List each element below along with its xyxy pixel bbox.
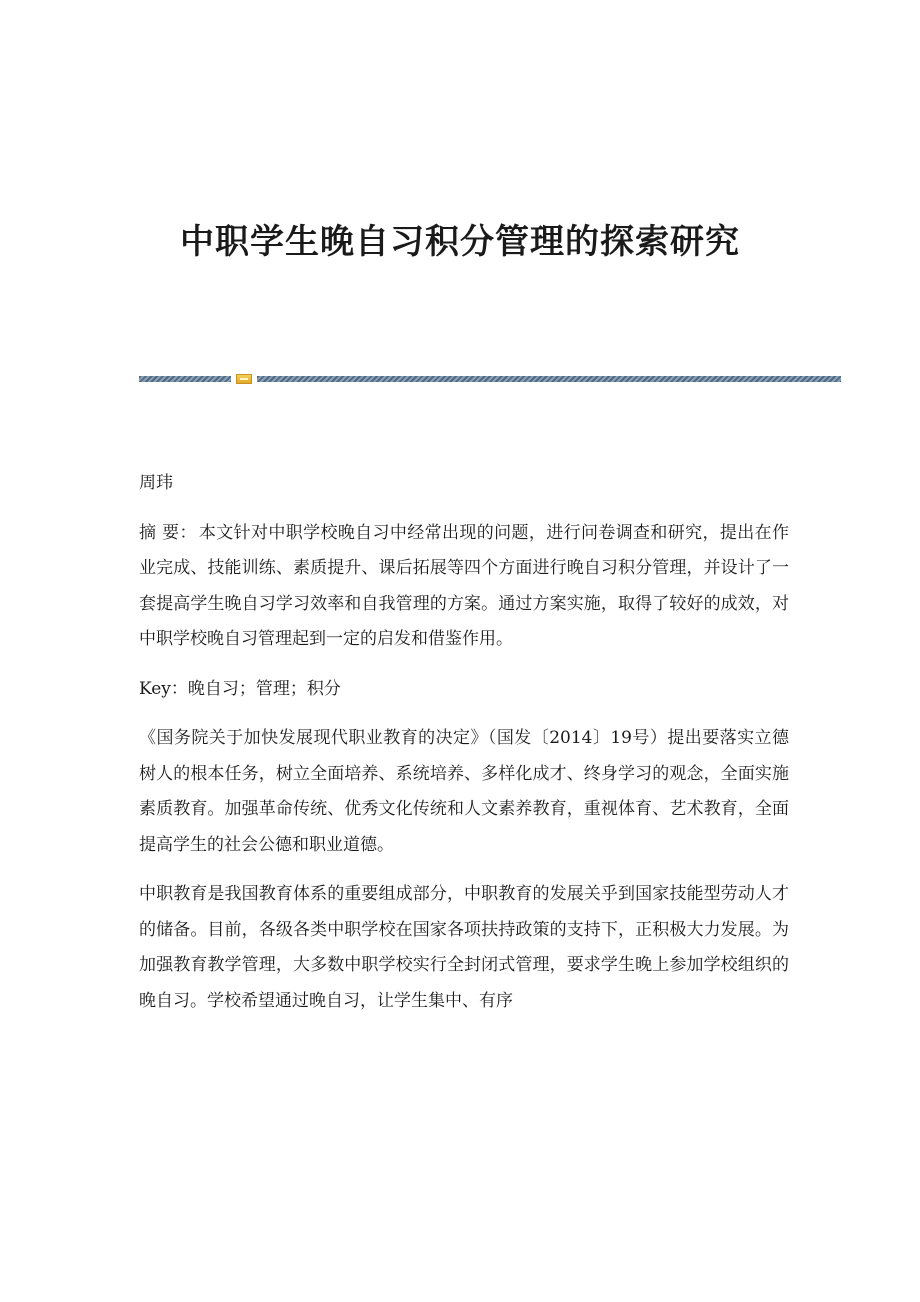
keywords bbox=[139, 672, 789, 708]
author-name: 周玮 bbox=[139, 473, 173, 493]
keywords-text: 晚自习；管理；积分 bbox=[187, 678, 341, 699]
abstract-label: 摘 要： bbox=[139, 522, 197, 543]
divider-bar-left bbox=[139, 376, 231, 382]
abstract bbox=[139, 516, 789, 658]
document-body bbox=[139, 466, 789, 1033]
keywords-label: Key： bbox=[139, 678, 188, 699]
title-divider bbox=[139, 374, 841, 384]
document-title: 中职学生晚自习积分管理的探索研究 bbox=[180, 222, 740, 262]
abstract-text: 本文针对中职学校晚自习中经常出现的问题，进行问卷调查和研究，提出在作业完成、技能训练、素质提升、课后拓展等四个方面进行晚自习积分管理，并设计了一套提高学生晚自习学习效率和自我管理的方案。通过方案实施，取得了较好的成效，对中职学校晚自习管理起到一定的启发和借鉴作用。 bbox=[139, 522, 789, 649]
divider-bar-right bbox=[257, 376, 841, 382]
divider-ornament-icon bbox=[236, 374, 252, 384]
body-paragraph-1: 《国务院关于加快发展现代职业教育的决定》（国发〔2014〕19号）提出要落实立德树人的根本任务，树立全面培养、系统培养、多样化成才、终身学习的观念，全面实施素质教育。加强革命传统、优秀文化传统和人文素养教育，重视体育、艺术教育，全面提高学生的社会公德和职业道德。 bbox=[139, 728, 789, 855]
body-paragraph-2: 中职教育是我国教育体系的重要组成部分，中职教育的发展关乎到国家技能型劳动人才的储备。目前，各级各类中职学校在国家各项扶持政策的支持下，正积极大力发展。为加强教育教学管理，大多数中职学校实行全封闭式管理，要求学生晚上参加学校组织的晚自习。学校希望通过晚自习，让学生集中、有序 bbox=[139, 884, 789, 1011]
